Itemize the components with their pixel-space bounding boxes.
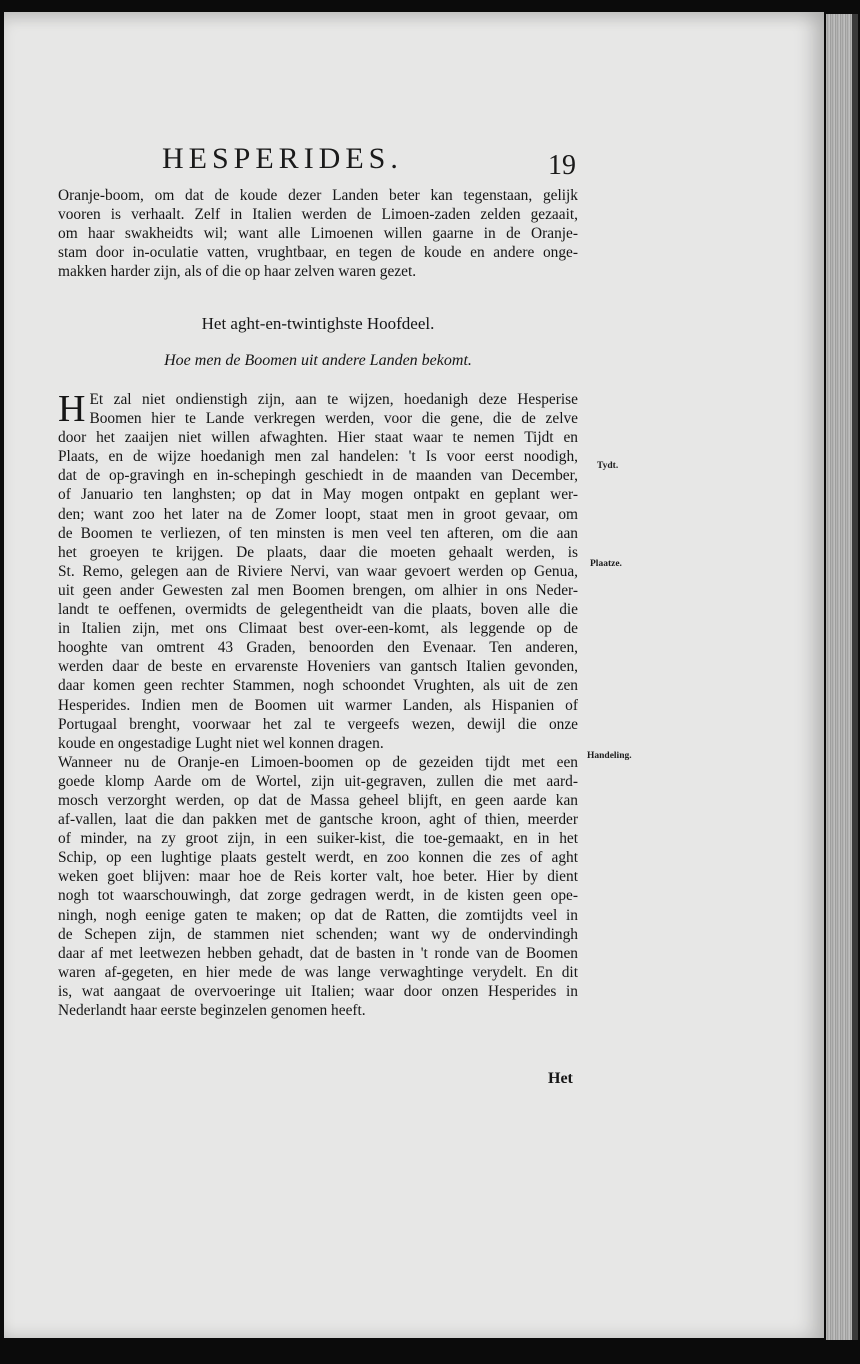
text-line: Plaats, en de wijze hoedanigh men zal handelen: 't Is voor eerst noodigh, <box>58 448 578 466</box>
text-line: de Schepen zijn, de stammen niet schenden; want wy de ondervindingh <box>58 925 578 943</box>
text-line: St. Remo, gelegen aan de Riviere Nervi, van waar gevoert werden op Genua, <box>58 562 578 580</box>
text-line: af-vallen, laat die dan pakken met de gantsche kroon, aght of thien, meerder <box>58 811 578 829</box>
text-line: om haar swakheidts wil; want alle Limoenen willen gaarne in de Oranje- <box>58 225 578 243</box>
text-line: landt te oeffenen, overmidts de gelegentheidt van die plaats, boven alle die <box>58 601 578 619</box>
text-line: Nederlandt haar eerste beginzelen genomen heeft. <box>58 1002 366 1019</box>
text-line: Wanneer nu de Oranje-en Limoen-boomen op de gezeiden tijdt met een <box>58 753 578 771</box>
chapter-subtitle: Hoe men de Boomen uit andere Landen bekomt. <box>164 352 472 369</box>
text-line: vooren is verhaalt. Zelf in Italien werden de Limoen-zaden zelden gezaait, <box>58 206 578 224</box>
text-line: makken harder zijn, als of die op haar zelven waren gezet. <box>58 263 417 281</box>
margin-note-handeling: Handeling. <box>587 751 632 761</box>
page-number: 19 <box>548 150 576 181</box>
text-line: Schip, op een lughtige plaats gestelt werdt, en zoo konnen die zes of aght <box>58 849 578 867</box>
text-line: het groeyen te krijgen. De plaats, daar die moeten gehaalt werden, is <box>58 543 578 561</box>
text-line: de Boomen te verliezen, of ten minsten is men veel ten afteren, om die aan <box>58 524 578 542</box>
text-line: weken goet blijven: maar hoe de Reis korter valt, hoe beter. Hier by dient <box>58 868 578 886</box>
text-line: uit geen ander Gewesten zal men Boomen brengen, om alhier in ons Neder- <box>58 581 578 599</box>
text-line: daar komen geen rechter Stammen, nogh schoondet Vrughten, als uit de zen <box>58 677 578 695</box>
text-line: mosch verzorght werden, op dat de Massa geheel blijft, en geen aarde kan <box>58 791 578 809</box>
text-line: waren af-gegeten, en hier mede de was lange verwaghtinge verydelt. En dit <box>58 963 578 981</box>
chapter-title: Het aght-en-twintighste Hoofdeel. <box>201 314 435 333</box>
top-paragraph <box>58 186 578 281</box>
text-line: Hesperides. Indien men de Boomen uit warmer Landen, als Hispanien of <box>58 696 578 714</box>
page-edges <box>826 14 854 1340</box>
text-line: dat de op-gravingh en in-schepingh geschiedt in de maanden van December, <box>58 467 578 485</box>
catchword: Het <box>548 1070 573 1087</box>
text-line: Portugaal brenght, voorwaar het zal te vergeefs wezen, dewijl die onze <box>58 715 578 733</box>
text-line: Et zal niet ondienstigh zijn, aan te wijzen, hoedanigh deze Hesperise <box>89 391 578 408</box>
text-line: stam door in-oculatie vatten, vrughtbaar, en tegen de koude en andere onge- <box>58 244 578 262</box>
text-line: in Italien zijn, met ons Climaat best over-een-komt, als leggende op de <box>58 620 578 638</box>
text-line: werden daar de beste en ervarenste Hoveniers van gantsch Italien gevonden, <box>58 658 578 676</box>
text-line: of minder, na zy groot zijn, in een suiker-kist, die toe-gemaakt, en in het <box>58 830 578 848</box>
text-line: daar af met leetwezen hebben gehadt, dat de basten in 't ronde van de Boomen <box>58 944 578 962</box>
margin-note-tydt: Tydt. <box>597 461 619 471</box>
running-head: HESPERIDES. <box>162 142 403 175</box>
margin-note-plaatze: Plaatze. <box>590 559 622 569</box>
text-line: goede klomp Aarde om de Wortel, zijn uit-gegraven, zullen die met aard- <box>58 772 578 790</box>
book-spine-edge <box>852 14 858 1340</box>
text-line: Boomen hier te Lande verkregen werden, voor die gene, die de zelve <box>89 410 578 428</box>
text-line: of Januario ten langhsten; op dat in May mogen ontpakt en geplant wer- <box>58 486 578 504</box>
chapter-body <box>58 390 578 1020</box>
text-line: ningh, nogh eenige gaten te maken; op dat de Ratten, die zomtijdts veel in <box>58 906 578 924</box>
text-line: den; want zoo het later na de Zomer loopt, staat men in groot gevaar, om <box>58 505 578 523</box>
text-line: Oranje-boom, om dat de koude dezer Landen beter kan tegenstaan, gelijk <box>58 187 578 204</box>
text-line: door het zaaijen niet willen afwaghten. Hier staat waar te nemen Tijdt en <box>58 429 578 447</box>
text-line: nogh tot waarschouwingh, dat zorge gedragen werdt, in de kisten geen ope- <box>58 887 578 905</box>
text-line: hooghte van omtrent 43 Graden, benoorden den Evenaar. Ten anderen, <box>58 639 578 657</box>
text-line: is, wat aangaat de overvoeringe uit Italien; waar door onzen Hesperides in <box>58 982 578 1000</box>
text-line: koude en ongestadige Lught niet wel konnen dragen. <box>58 734 384 752</box>
drop-initial: H <box>58 388 86 430</box>
